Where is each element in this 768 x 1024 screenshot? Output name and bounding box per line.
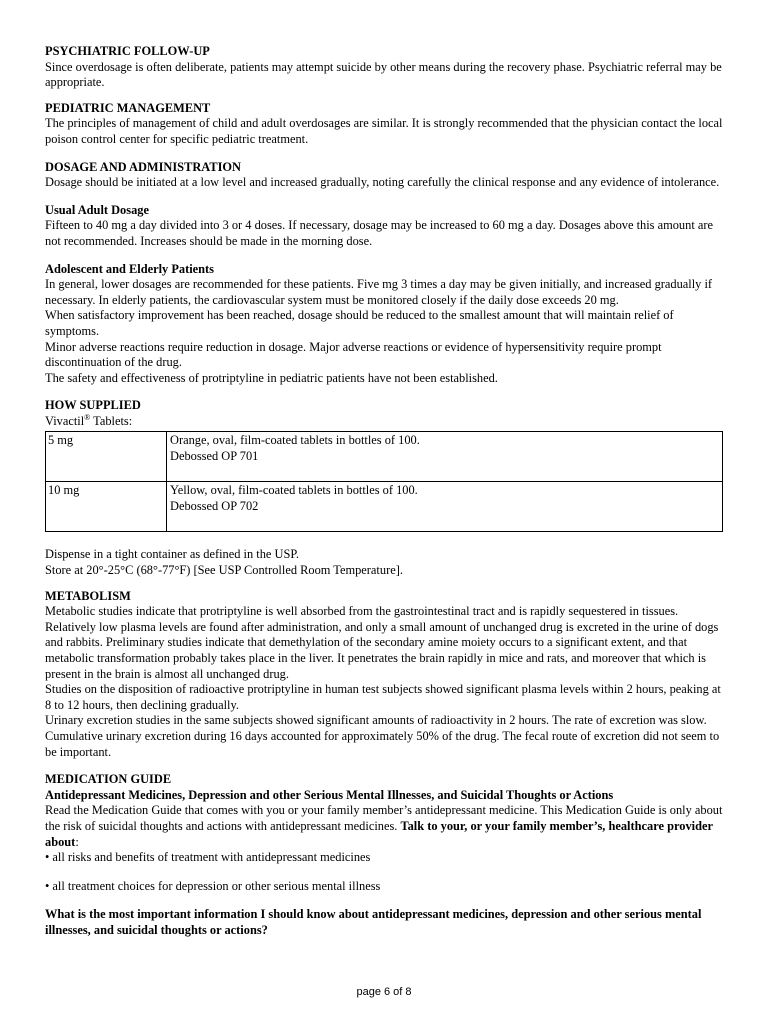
intro-paragraph	[45, 803, 729, 850]
table-row	[46, 432, 723, 482]
paragraph: Studies on the disposition of radioactive protriptyline in human test subjects showed significant plasma levels within 2 hours, peaking at 8 to 12 hours, then declining gradually.	[45, 682, 721, 712]
section-medication-guide	[45, 772, 729, 938]
subsection-heading: Antidepressant Medicines, Depression and other Serious Mental Illnesses, and Suicidal Thoughts or Actions	[45, 787, 614, 802]
section-dosage-administration	[45, 160, 729, 191]
intro-end: :	[75, 834, 79, 849]
section-heading: HOW SUPPLIED	[45, 398, 141, 413]
section-heading: MEDICATION GUIDE	[45, 772, 172, 787]
section-heading: PSYCHIATRIC FOLLOW-UP	[45, 44, 210, 58]
section-heading: METABOLISM	[45, 588, 131, 603]
subsection-heading: Usual Adult Dosage	[45, 202, 149, 217]
section-how-supplied	[45, 398, 729, 578]
paragraph: The safety and effectiveness of protriptyline in pediatric patients have not been established.	[45, 370, 498, 385]
paragraph: Minor adverse reactions require reduction in dosage. Major adverse reactions or evidence of hypersensitivity require prompt discontinuation of the drug.	[45, 339, 662, 370]
document-page	[45, 44, 729, 951]
important-question: What is the most important information I should know about antidepressant medicines, depression and other serious mental illnesses, and suicidal thoughts or actions?	[45, 907, 702, 937]
dose-cell: 5 mg	[46, 432, 167, 482]
section-heading: PEDIATRIC MANAGEMENT	[45, 100, 211, 115]
page-number: page 6 of 8	[356, 986, 412, 998]
deboss-line: Debossed OP 701	[170, 449, 259, 464]
table-row	[46, 482, 723, 532]
intro-text: Read the Medication Guide that comes with you or your family member’s antidepressant medicine. This Medication Guide is only about the risk of suicidal thoughts and actions with antidepressant medicines.	[45, 803, 723, 833]
section-text: Dosage should be initiated at a low level and increased gradually, noting carefully the clinical response and any evidence of intolerance.	[45, 175, 720, 190]
section-adolescent-elderly	[45, 262, 729, 387]
brand-line	[45, 414, 729, 430]
registered-mark: ®	[84, 412, 91, 422]
paragraph: Metabolic studies indicate that protriptyline is well absorbed from the gastrointestinal tract and is rapidly sequestered in tissues. Relatively low plasma levels are found after administration, and only a small amount of unchanged drug is excreted in the urine of dogs and rabbits. Preliminary studies indicate that demethylation of the secondary amine moiety occurs to a significant extent, and that metabolic transformation probably takes place in the liver. It penetrates the brain rapidly in mice and rats, and moreover that which is present in the brain is almost all unchanged drug.	[45, 604, 719, 681]
paragraph: In general, lower dosages are recommended for these patients. Five mg 3 times a day may be given initially, and increased gradually if necessary. In elderly patients, the cardiovascular system must be monitored closely if the daily dose exceeds 20 mg.	[45, 277, 713, 307]
section-usual-adult-dosage	[45, 203, 729, 250]
paragraph: Urinary excretion studies in the same subjects showed significant amounts of radioactivity in 2 hours. The rate of excretion was slow. Cumulative urinary excretion during 16 days accounted for approximately 50% of the drug. The fecal route of excretion did not seem to be important.	[45, 713, 720, 759]
description-cell	[167, 482, 723, 532]
section-psychiatric-follow-up	[45, 44, 729, 91]
brand-name: Vivactil	[45, 413, 85, 428]
section-heading: DOSAGE AND ADMINISTRATION	[45, 159, 241, 174]
description-cell	[167, 432, 723, 482]
paragraph: When satisfactory improvement has been reached, dosage should be reduced to the smallest amount that will maintain relief of symptoms.	[45, 308, 674, 338]
description-line: Yellow, oval, film-coated tablets in bottles of 100.	[170, 483, 418, 498]
storage-text: Store at 20°-25°C (68°-77°F) [See USP Controlled Room Temperature].	[45, 563, 403, 578]
dispense-text: Dispense in a tight container as defined in the USP.	[45, 547, 299, 562]
dose-cell: 10 mg	[46, 482, 167, 532]
supply-table	[45, 431, 723, 532]
description-line: Orange, oval, film-coated tablets in bottles of 100.	[170, 433, 420, 448]
deboss-line: Debossed OP 702	[170, 499, 259, 514]
section-text: Since overdosage is often deliberate, patients may attempt suicide by other means during the recovery phase. Psychiatric referral may be appropriate.	[45, 59, 722, 90]
subsection-heading: Adolescent and Elderly Patients	[45, 261, 214, 276]
section-text: Fifteen to 40 mg a day divided into 3 or 4 doses. If necessary, dosage may be increased to 60 mg a day. Dosages above this amount are not recommended. Increases should be made in the morning dose.	[45, 218, 713, 248]
list-item: • all treatment choices for depression or other serious mental illness	[45, 878, 381, 893]
intro-bold-text: Talk to your, or your family member’s, healthcare provider about	[45, 818, 713, 849]
list-item: • all risks and benefits of treatment with antidepressant medicines	[45, 850, 371, 865]
brand-suffix: Tablets:	[90, 413, 133, 428]
section-pediatric-management	[45, 101, 729, 148]
section-metabolism	[45, 589, 729, 761]
section-text: The principles of management of child and adult overdosages are similar. It is strongly recommended that the physician contact the local poison control center for specific pediatric treatment.	[45, 116, 723, 146]
